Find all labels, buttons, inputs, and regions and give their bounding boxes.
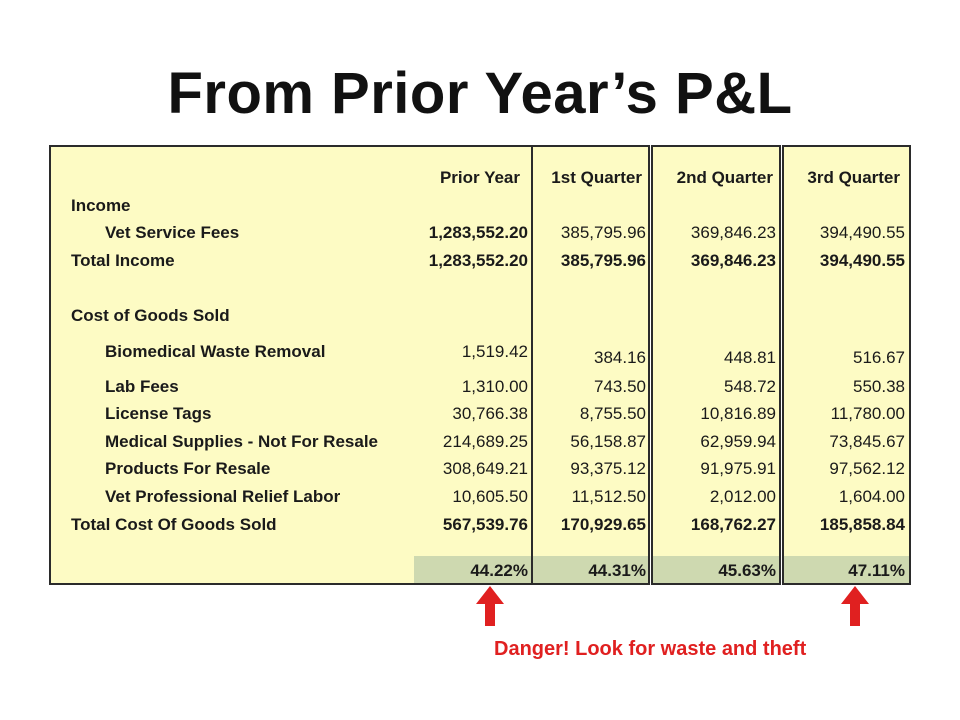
pct-2nd-quarter: 45.63% bbox=[718, 561, 776, 580]
col-header-3rd-quarter: 3rd Quarter bbox=[807, 168, 900, 187]
cell-vet-service-fees-prior-year: 1,283,552.20 bbox=[428, 223, 528, 242]
arrow-up-icon bbox=[470, 584, 510, 628]
pct-1st-quarter: 44.31% bbox=[588, 561, 646, 580]
pct-3rd-quarter: 47.11% bbox=[848, 561, 905, 580]
cell-medical-supplies-q3: 73,845.67 bbox=[829, 432, 905, 451]
cell-total-cogs-q2: 168,762.27 bbox=[690, 515, 776, 534]
cell-biomedical-waste-q1: 384.16 bbox=[594, 348, 646, 367]
cell-products-for-resale-q1: 93,375.12 bbox=[570, 459, 646, 478]
row-label-vet-service-fees: Vet Service Fees bbox=[105, 223, 240, 242]
cell-lab-fees-prior-year: 1,310.00 bbox=[461, 377, 528, 396]
cell-products-for-resale-q2: 91,975.91 bbox=[700, 459, 776, 478]
cell-medical-supplies-q2: 62,959.94 bbox=[700, 432, 776, 451]
cell-license-tags-q3: 11,780.00 bbox=[830, 404, 905, 423]
row-label-medical-supplies: Medical Supplies - Not For Resale bbox=[105, 432, 379, 451]
cell-vet-service-fees-q1: 385,795.96 bbox=[560, 223, 646, 242]
cell-total-income-prior-year: 1,283,552.20 bbox=[428, 251, 528, 270]
cell-vet-service-fees-q2: 369,846.23 bbox=[690, 223, 776, 242]
row-label-cost-of-goods-sold: Cost of Goods Sold bbox=[71, 306, 230, 325]
cell-biomedical-waste-q3: 516.67 bbox=[853, 348, 905, 367]
cell-license-tags-q1: 8,755.50 bbox=[579, 404, 646, 423]
cell-total-cogs-prior-year: 567,539.76 bbox=[442, 515, 528, 534]
cell-total-cogs-q1: 170,929.65 bbox=[560, 515, 646, 534]
slide-title: From Prior Year’s P&L bbox=[167, 61, 793, 126]
cell-relief-labor-q1: 11,512.50 bbox=[571, 487, 646, 506]
row-label-total-cogs: Total Cost Of Goods Sold bbox=[71, 515, 277, 534]
cell-vet-service-fees-q3: 394,490.55 bbox=[819, 223, 905, 242]
col-header-1st-quarter: 1st Quarter bbox=[551, 168, 642, 187]
cell-license-tags-prior-year: 30,766.38 bbox=[452, 404, 528, 423]
cell-relief-labor-prior-year: 10,605.50 bbox=[452, 487, 528, 506]
cell-total-income-q1: 385,795.96 bbox=[560, 251, 646, 270]
cell-total-income-q3: 394,490.55 bbox=[819, 251, 905, 270]
row-label-income: Income bbox=[71, 196, 131, 215]
cell-lab-fees-q2: 548.72 bbox=[724, 377, 776, 396]
cell-products-for-resale-q3: 97,562.12 bbox=[829, 459, 905, 478]
cell-medical-supplies-q1: 56,158.87 bbox=[570, 432, 646, 451]
col-header-2nd-quarter: 2nd Quarter bbox=[676, 168, 773, 187]
cell-relief-labor-q3: 1,604.00 bbox=[838, 487, 905, 506]
cell-total-cogs-q3: 185,858.84 bbox=[819, 515, 905, 534]
cell-relief-labor-q2: 2,012.00 bbox=[709, 487, 776, 506]
arrow-up-icon bbox=[835, 584, 875, 628]
row-label-license-tags: License Tags bbox=[105, 404, 212, 423]
col-header-prior-year: Prior Year bbox=[439, 168, 520, 187]
row-label-products-for-resale: Products For Resale bbox=[105, 459, 271, 478]
cell-total-income-q2: 369,846.23 bbox=[690, 251, 776, 270]
cell-lab-fees-q3: 550.38 bbox=[853, 377, 905, 396]
row-label-relief-labor: Vet Professional Relief Labor bbox=[105, 487, 341, 506]
cell-medical-supplies-prior-year: 214,689.25 bbox=[442, 432, 528, 451]
row-label-biomedical-waste: Biomedical Waste Removal bbox=[105, 342, 326, 361]
cell-biomedical-waste-q2: 448.81 bbox=[724, 348, 776, 367]
cell-license-tags-q2: 10,816.89 bbox=[700, 404, 776, 423]
cell-biomedical-waste-prior-year: 1,519.42 bbox=[461, 342, 528, 361]
cell-lab-fees-q1: 743.50 bbox=[594, 377, 646, 396]
danger-callout: Danger! Look for waste and theft bbox=[494, 638, 807, 660]
cell-products-for-resale-prior-year: 308,649.21 bbox=[442, 459, 528, 478]
pct-prior-year: 44.22% bbox=[470, 561, 528, 580]
row-label-total-income: Total Income bbox=[71, 251, 175, 270]
row-label-lab-fees: Lab Fees bbox=[105, 377, 179, 396]
